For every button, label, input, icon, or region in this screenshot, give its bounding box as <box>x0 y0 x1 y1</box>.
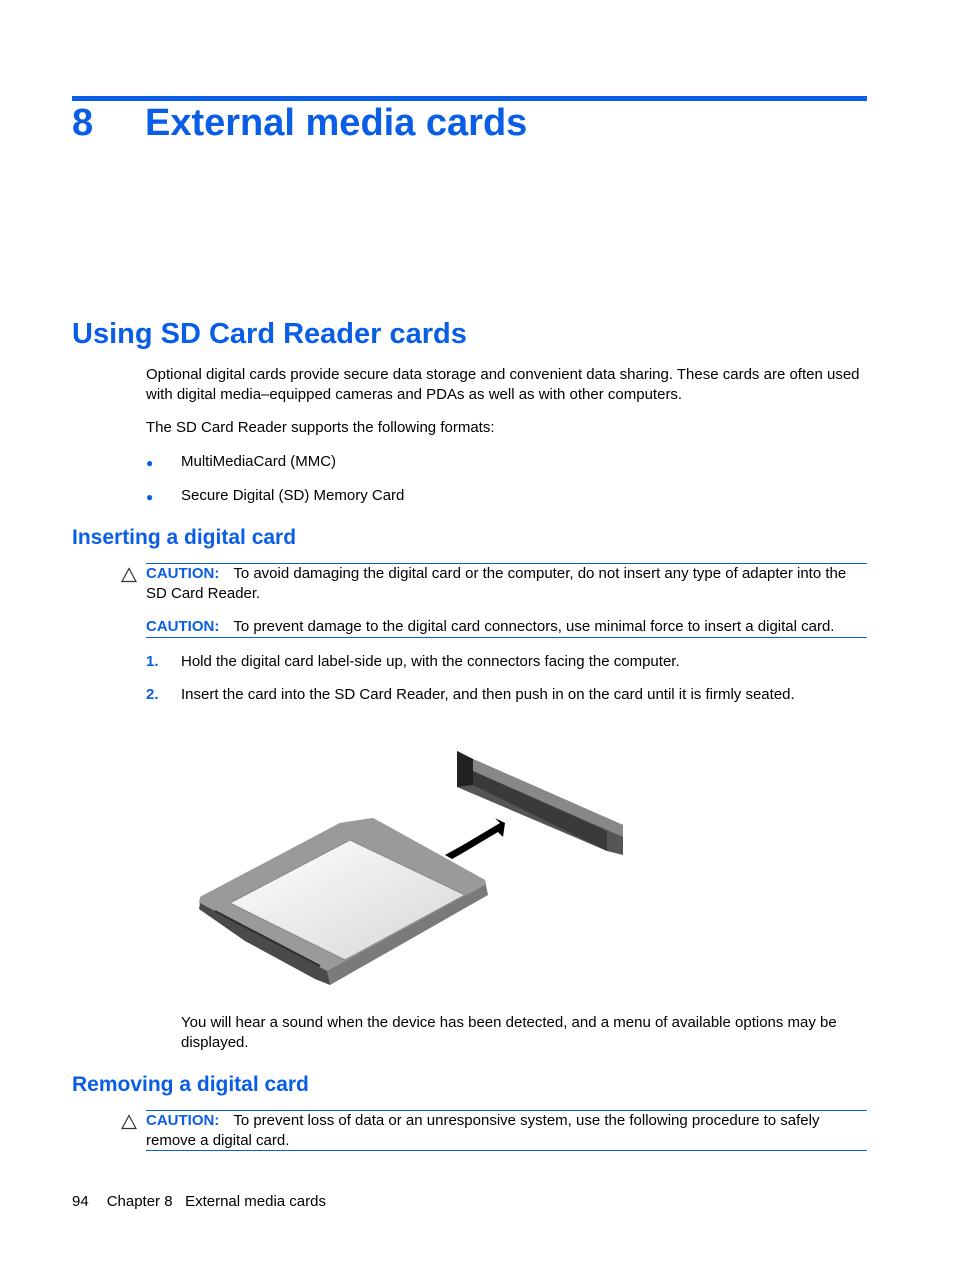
caution-text: To avoid damaging the digital card or the computer, do not insert any type of adapter into the SD Card Reader. <box>146 565 847 602</box>
caution-triangle-icon <box>121 1114 137 1130</box>
caution-text: To prevent damage to the digital card connectors, use minimal force to insert a digital card. <box>233 618 835 635</box>
page-footer <box>72 1193 326 1210</box>
caution-text: To prevent loss of data or an unresponsive system, use the following procedure to safely remove a digital card. <box>146 1112 820 1149</box>
footer-chapter-title: External media cards <box>185 1193 326 1210</box>
caution-note <box>146 564 867 604</box>
subsection-title-removing: Removing a digital card <box>72 1073 309 1096</box>
caution-note <box>146 617 867 637</box>
page-number: 94 <box>72 1193 89 1210</box>
subsection-title-inserting: Inserting a digital card <box>72 526 297 549</box>
insert-arrow-icon <box>445 818 505 859</box>
chapter-number: 8 <box>72 102 94 144</box>
caution-label: CAUTION: <box>146 1112 220 1129</box>
list-item: MultiMediaCard (MMC) <box>181 453 337 470</box>
step-number: 2. <box>146 686 159 703</box>
caution-rule-bottom <box>146 637 867 638</box>
bullet-icon: ● <box>146 490 154 504</box>
chapter-title-text: External media cards <box>145 102 528 144</box>
caution-note <box>146 1111 867 1151</box>
bullet-icon: ● <box>146 456 154 470</box>
caution-rule-bottom <box>146 1150 867 1151</box>
section-title: Using SD Card Reader cards <box>72 318 467 350</box>
caution-label: CAUTION: <box>146 618 220 635</box>
step-text: Insert the card into the SD Card Reader, and then push in on the card until it is firmly seated. <box>181 686 795 703</box>
formats-lead: The SD Card Reader supports the following formats: <box>146 419 495 436</box>
list-item: Secure Digital (SD) Memory Card <box>181 487 405 504</box>
caution-label: CAUTION: <box>146 565 220 582</box>
caution-triangle-icon <box>121 567 137 583</box>
after-step-paragraph: You will hear a sound when the device has been detected, and a menu of available options may be displayed. <box>181 1014 837 1051</box>
chapter-rule <box>72 96 867 101</box>
chapter-title <box>72 102 527 145</box>
sd-card-insertion-illustration <box>195 745 625 990</box>
sd-card <box>199 818 488 985</box>
step-number: 1. <box>146 653 159 670</box>
step-text: Hold the digital card label-side up, with the connectors facing the computer. <box>181 653 680 670</box>
footer-chapter-label: Chapter 8 <box>106 1193 173 1210</box>
intro-paragraph: Optional digital cards provide secure data storage and convenient data sharing. These cards are often used with digital media–equipped cameras and PDAs as well as with other computers. <box>146 366 860 403</box>
